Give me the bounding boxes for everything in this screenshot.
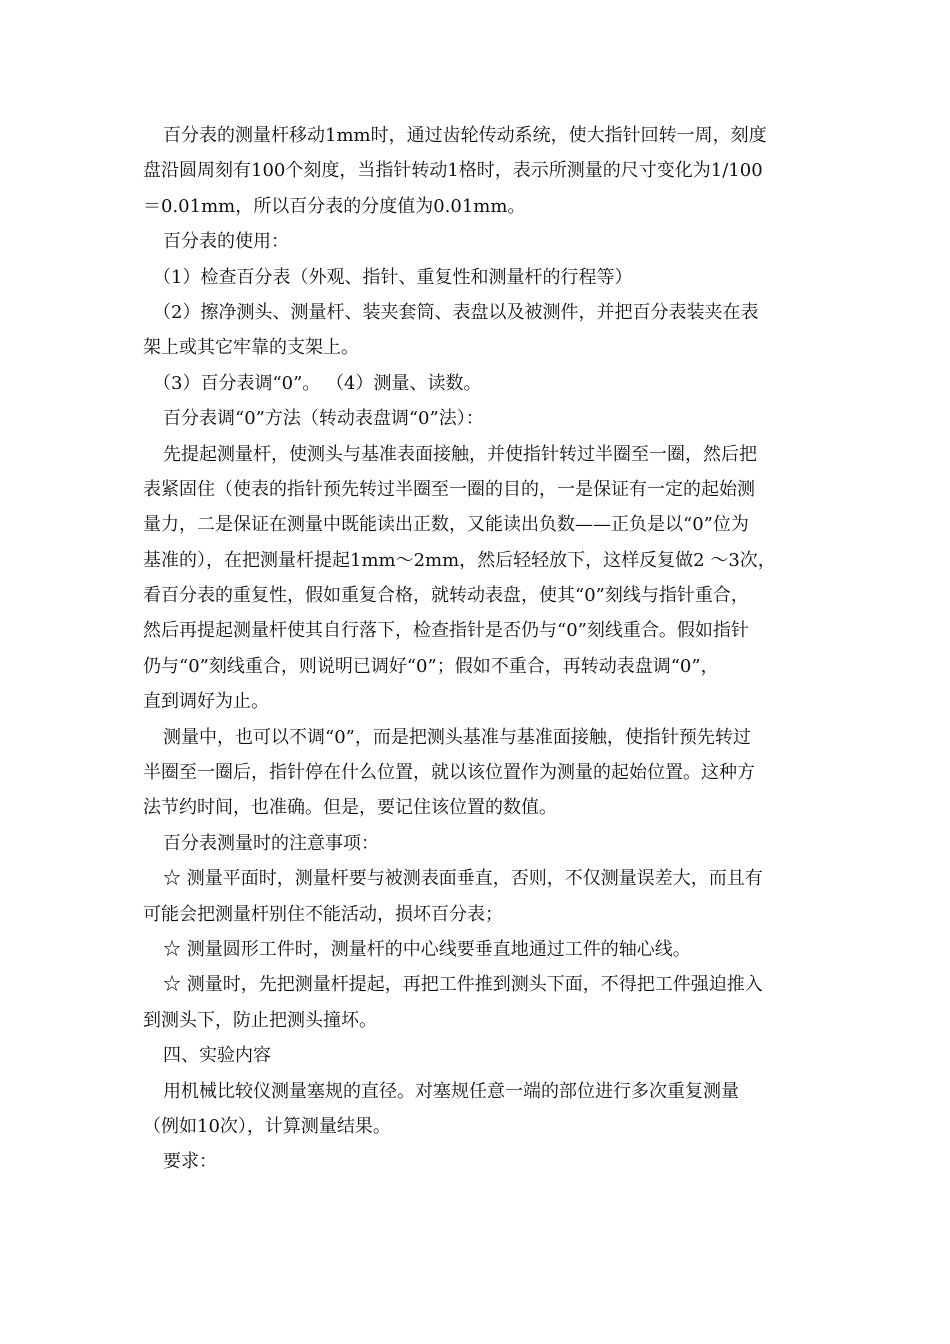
- text-line: 基准的），在把测量杆提起1mm～2mm，然后轻轻放下，这样反复做2 ～3次，: [143, 549, 776, 571]
- section-heading: 百分表测量时的注意事项：: [163, 832, 379, 854]
- section-heading: 要求：: [163, 1151, 217, 1173]
- list-item: ☆ 测量平面时，测量杆要与被测表面垂直，否则，不仅测量误差大，而且有: [163, 868, 763, 890]
- text-line: 到测头下，防止把测头撞坏。: [143, 1009, 377, 1031]
- text-line: （例如10次），计算测量结果。: [143, 1115, 391, 1137]
- text-line: ＝0.01mm，所以百分表的分度值为0.01mm。: [143, 195, 526, 217]
- text-line: 测量中，也可以不调“0”，而是把测头基准与基准面接触，使指针预先转过: [163, 726, 751, 748]
- text-line: 用机械比较仪测量塞规的直径。对塞规任意一端的部位进行多次重复测量: [163, 1080, 739, 1102]
- text-line: 盘沿圆周刻有100个刻度，当指针转动1格时，表示所测量的尺寸变化为1/100: [143, 160, 763, 182]
- text-line: 量力，二是保证在测量中既能读出正数，又能读出负数——正负是以“0”位为: [143, 514, 749, 536]
- list-item: ☆ 测量时，先把测量杆提起，再把工件推到测头下面，不得把工件强迫推入: [163, 974, 763, 996]
- text-line: 架上或其它牢靠的支架上。: [143, 337, 359, 359]
- text-line: 表紧固住（使表的指针预先转过半圈至一圈的目的，一是保证有一定的起始测: [143, 478, 755, 500]
- section-heading: 百分表的使用：: [163, 231, 289, 253]
- section-heading: 四、实验内容: [163, 1045, 271, 1067]
- text-line: 看百分表的重复性，假如重复合格，就转动表盘，使其“0”刻线与指针重合，: [143, 585, 749, 607]
- list-item: （3）百分表调“0”。 （4）测量、读数。: [153, 372, 482, 394]
- list-item: （1）检查百分表（外观、指针、重复性和测量杆的行程等）: [153, 266, 633, 288]
- text-line: 半圈至一圈后，指针停在什么位置，就以该位置作为测量的起始位置。这种方: [143, 762, 755, 784]
- text-line: 然后再提起测量杆使其自行落下，检查指针是否仍与“0”刻线重合。假如指针: [143, 620, 749, 642]
- text-line: 仍与“0”刻线重合，则说明已调好“0”；假如不重合，再转动表盘调“0”，: [143, 655, 719, 677]
- list-item: （2）擦净测头、测量杆、装夹套筒、表盘以及被测件，并把百分表装夹在表: [153, 301, 759, 323]
- text-line: 百分表的测量杆移动1mm时，通过齿轮传动系统，使大指针回转一周，刻度: [163, 125, 767, 146]
- text-line: 直到调好为止。: [143, 691, 269, 713]
- text-line: 法节约时间，也准确。但是，要记住该位置的数值。: [143, 797, 557, 819]
- document-body: [143, 118, 815, 1180]
- text-line: 可能会把测量杆别住不能活动，损坏百分表；: [143, 903, 503, 925]
- text-line: 先提起测量杆，使测头与基准表面接触，并使指针转过半圈至一圈，然后把: [163, 443, 757, 465]
- section-heading: 百分表调“0”方法（转动表盘调“0”法）：: [163, 408, 484, 430]
- list-item: ☆ 测量圆形工件时，测量杆的中心线要垂直地通过工件的轴心线。: [163, 938, 691, 960]
